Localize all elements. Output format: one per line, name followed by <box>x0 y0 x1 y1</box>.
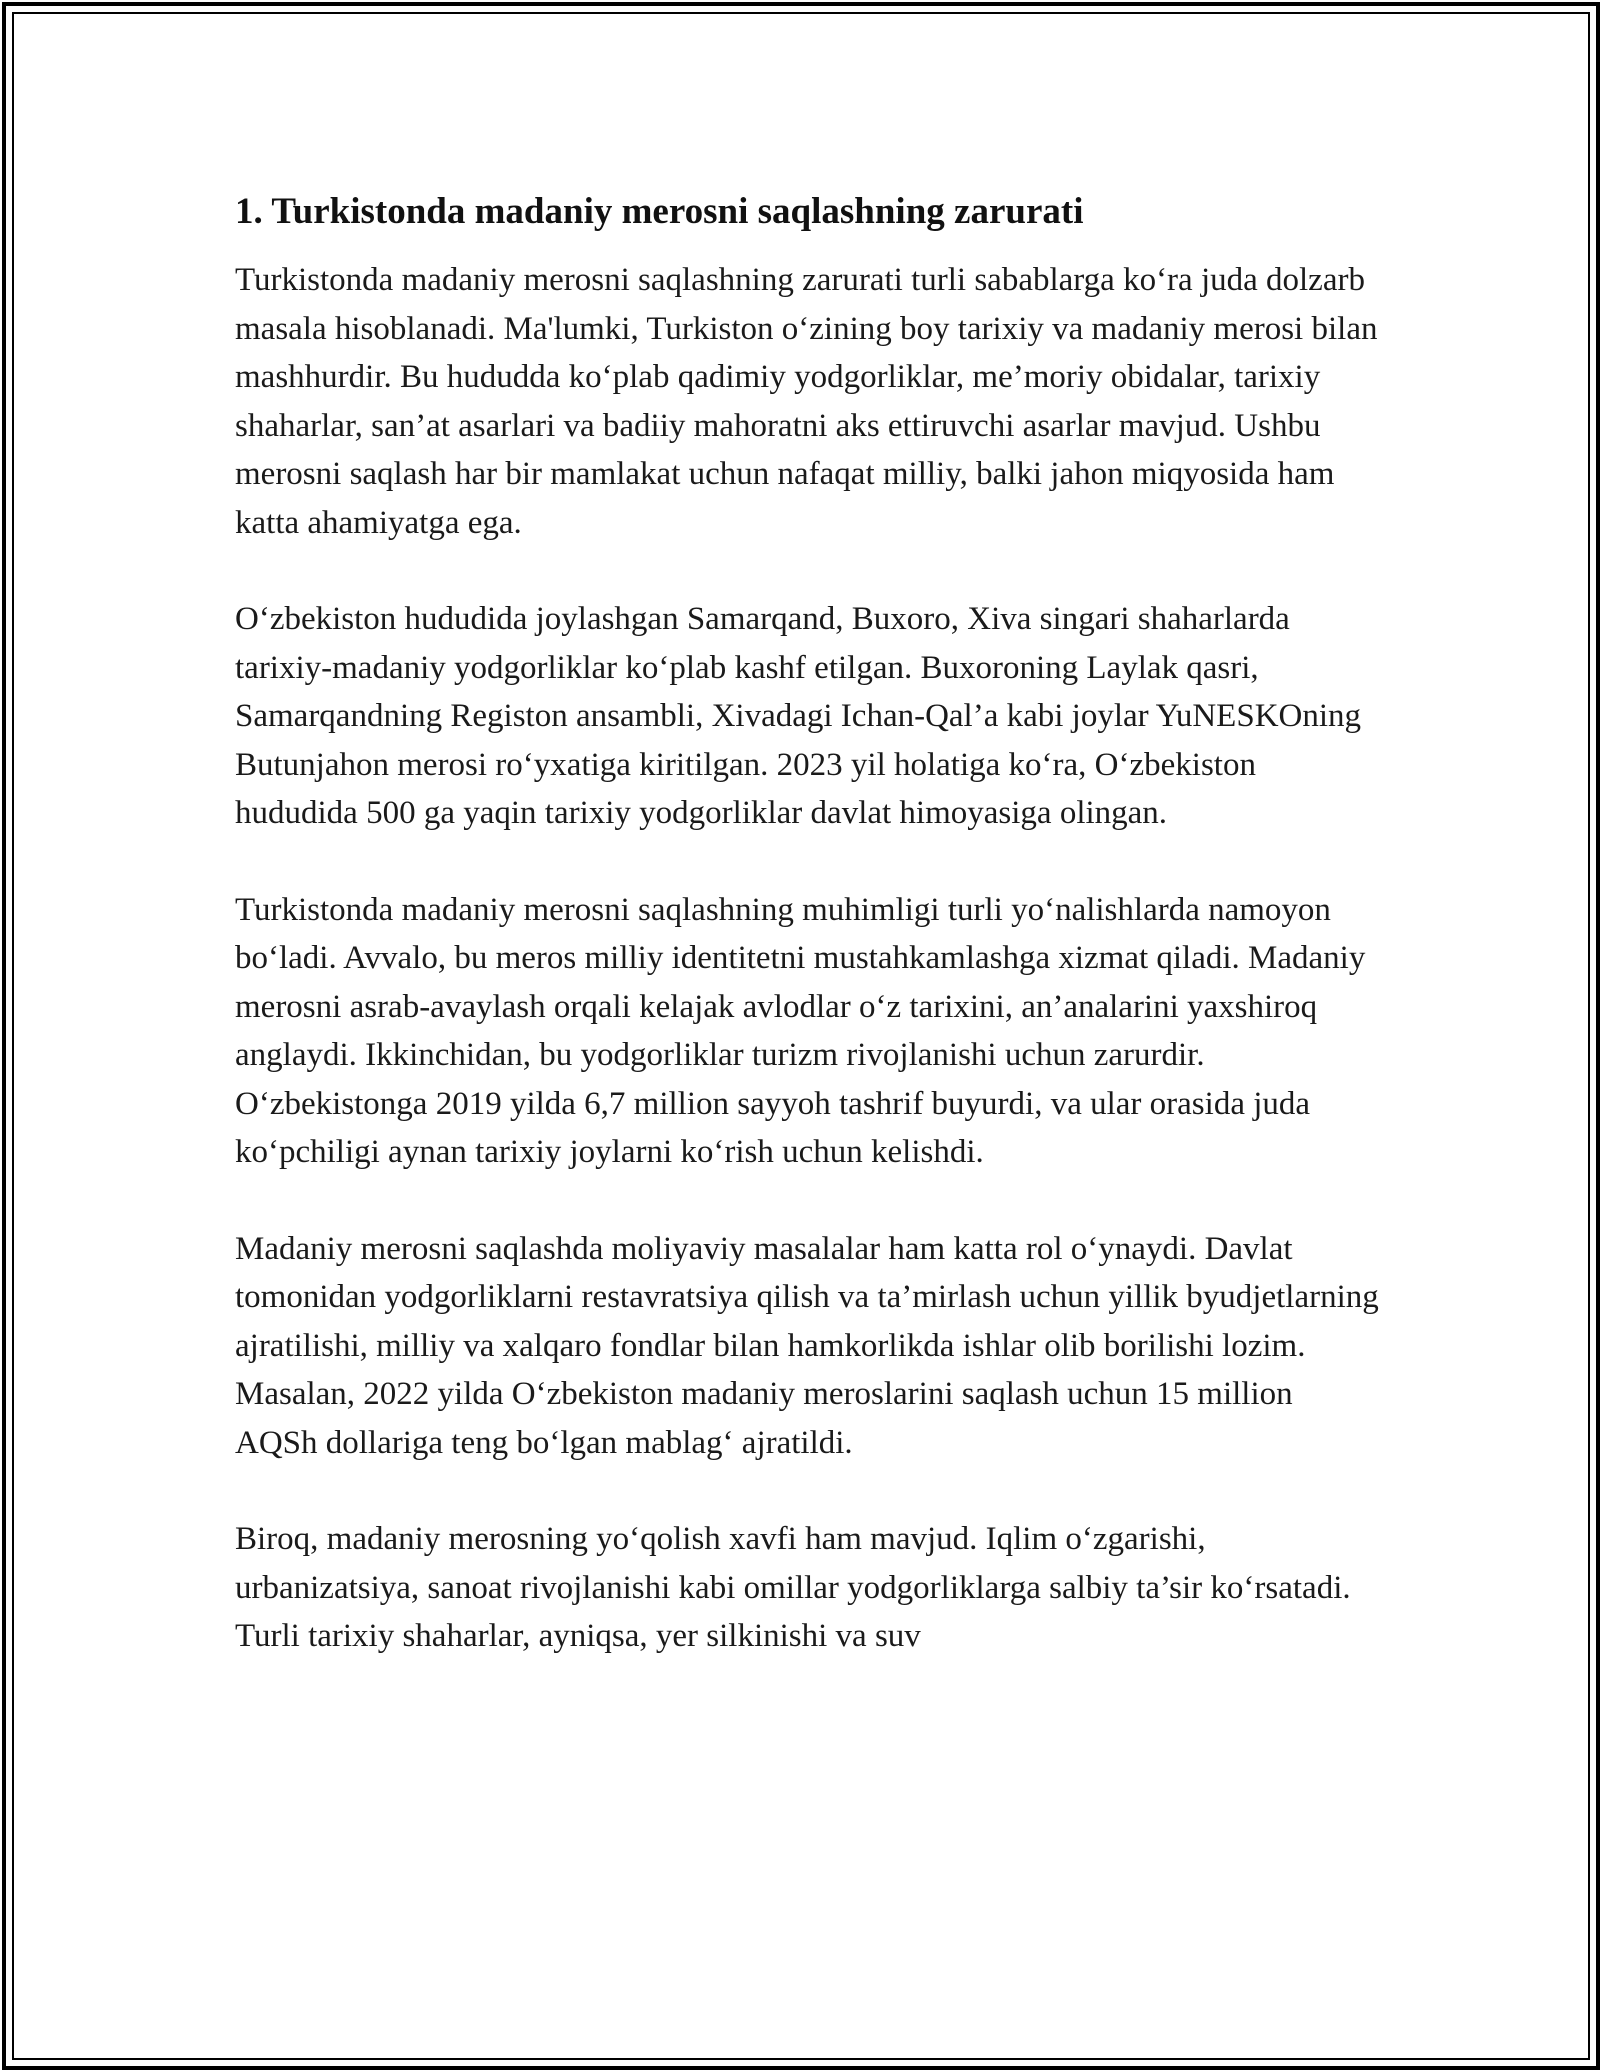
paragraph-2: O‘zbekiston hududida joylashgan Samarqand, Buxoro, Xiva singari shaharlarda tarixiy-madaniy yodgorliklar ko‘plab kashf etilgan. Buxoroning Laylak qasri, Samarqandning Registon ansambli, Xivadagi Ichan-Qal’a kabi joylar YuNESKOning Butunjahon merosi ro‘yxatiga kiritilgan. 2023 yil holatiga ko‘ra, O‘zbekiston hududida 500 ga yaqin tarixiy yodgorliklar davlat himoyasiga olingan. <box>235 601 1362 831</box>
paragraph-4: Madaniy merosni saqlashda moliyaviy masalalar ham katta rol o‘ynaydi. Davlat tomonidan yodgorliklarni restavratsiya qilish va ta’mirlash uchun yillik byudjetlarning ajratilishi, milliy va xalqaro fondlar bilan hamkorlikda ishlar olib borilishi lozim. Masalan, 2022 yilda O‘zbekiston madaniy meroslarini saqlash uchun 15 million AQSh dollariga teng bo‘lgan mablag‘ ajratildi. <box>235 1230 1379 1461</box>
paragraph-3: Turkistonda madaniy merosni saqlashning muhimligi turli yo‘nalishlarda namoyon bo‘ladi. Avvalo, bu meros milliy identitetni mustahkamlashga xizmat qiladi. Madaniy merosni asrab-avaylash orqali kelajak avlodlar o‘z tarixini, an’analarini yaxshiroq anglaydi. Ikkinchidan, bu yodgorliklar turizm rivojlanishi uchun zarurdir. O‘zbekistonga 2019 yilda 6,7 million sayyoh tashrif buyurdi, va ular orasida juda ko‘pchiligi aynan tarixiy joylarni ko‘rish uchun kelishdi. <box>235 891 1366 1170</box>
section-heading: 1. Turkistonda madaniy merosni saqlashning zarurati <box>235 191 1084 232</box>
paragraph-5: Biroq, madaniy merosning yo‘qolish xavfi ham mavjud. Iqlim o‘zgarishi, urbanizatsiya, sanoat rivojlanishi kabi omillar yodgorliklarga salbiy ta’sir ko‘rsatadi. Turli tarixiy shaharlar, ayniqsa, yer silkinishi va suv <box>235 1521 1351 1654</box>
paragraph-1: Turkistonda madaniy merosni saqlashning zarurati turli sabablarga ko‘ra juda dolzarb masala hisoblanadi. Ma'lumki, Turkiston o‘zining boy tarixiy va madaniy merosi bilan mashhurdir. Bu hududda ko‘plab qadimiy yodgorliklar, me’moriy obidalar, tarixiy shaharlar, san’at asarlari va badiiy mahoratni aks ettiruvchi asarlar mavjud. Ushbu merosni saqlash har bir mamlakat uchun nafaqat milliy, balki jahon miqyosida ham katta ahamiyatga ega. <box>235 262 1378 541</box>
document-body <box>235 188 1380 1709</box>
